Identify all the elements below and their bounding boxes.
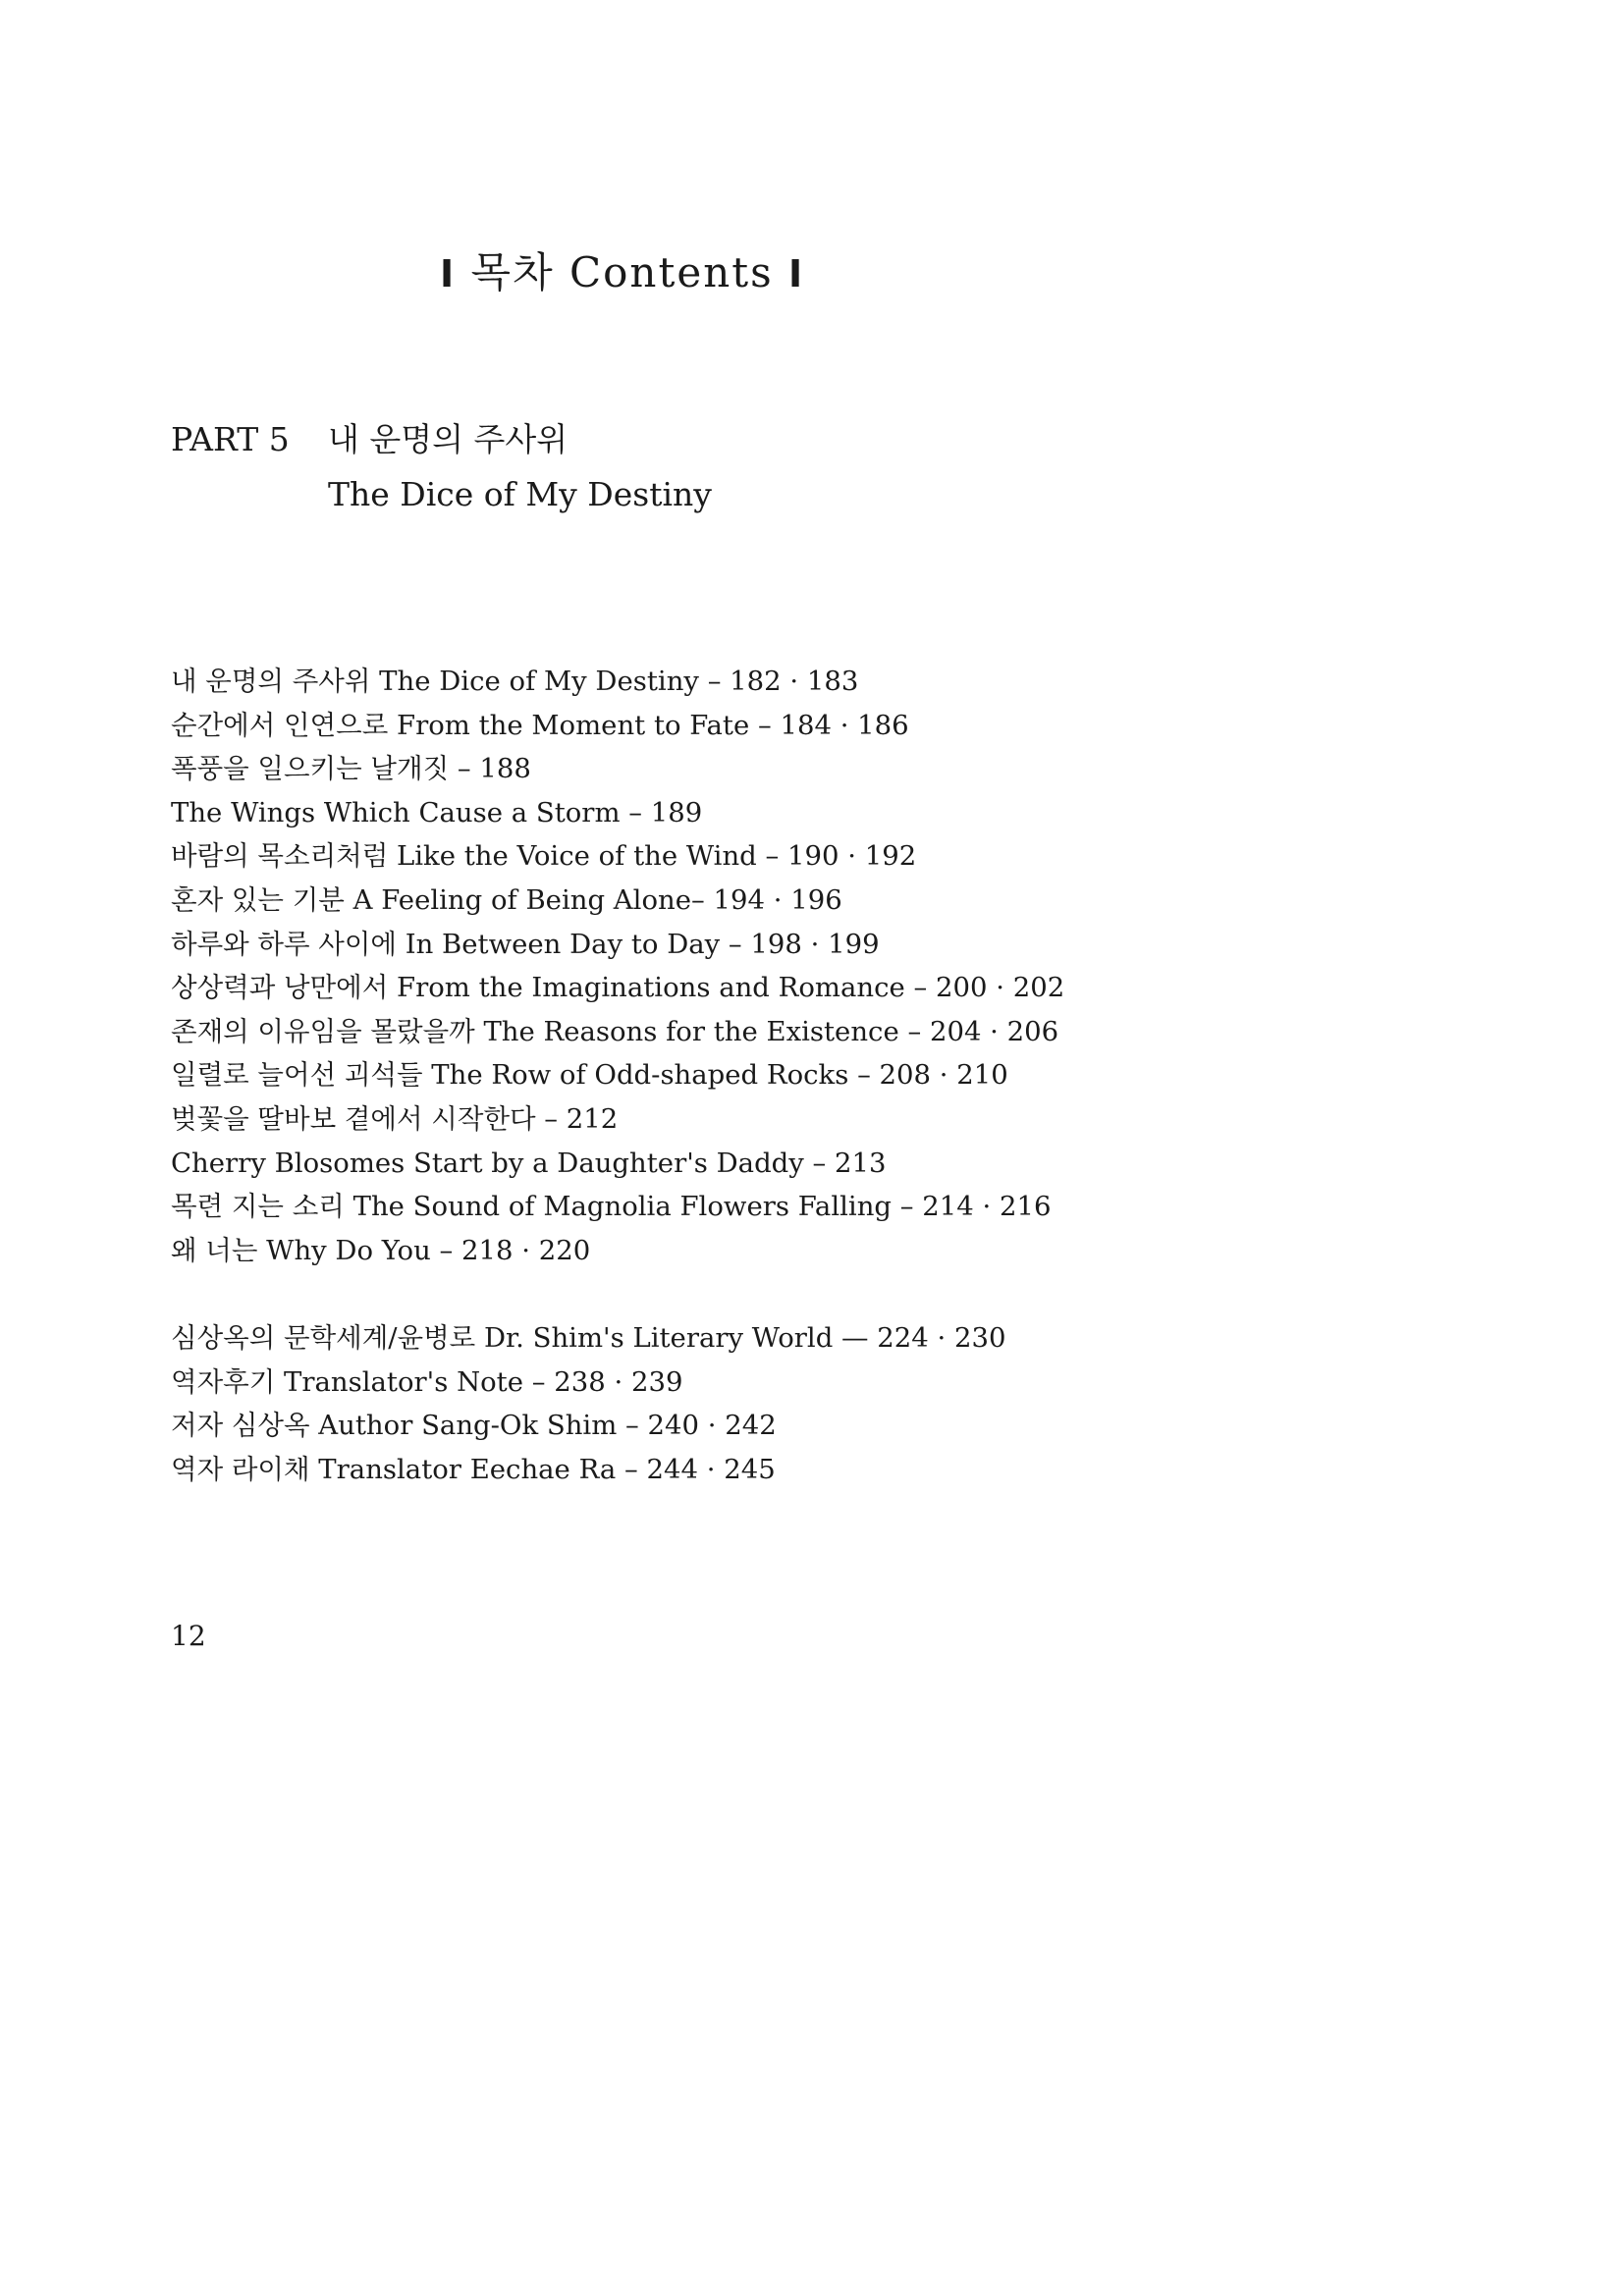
part-title-english: The Dice of My Destiny: [328, 475, 712, 513]
toc-entry: 존재의 이유임을 몰랐을까 The Reasons for the Existence – 204 · 206: [171, 1015, 1059, 1047]
toc-entry: Cherry Blosomes Start by a Daughter's Daddy – 213: [171, 1147, 887, 1179]
toc-entry: 하루와 하루 사이에 In Between Day to Day – 198 · 199: [171, 928, 880, 960]
toc-spacer: [171, 1272, 1064, 1316]
toc-entry: 상상력과 낭만에서 From the Imaginations and Romance – 200 · 202: [171, 972, 1065, 1004]
heading-title: 목차 Contents: [470, 248, 774, 296]
toc-entry: 일렬로 늘어선 괴석들 The Row of Odd-shaped Rocks – 208 · 210: [171, 1059, 1008, 1092]
page-number: 12: [171, 1620, 206, 1652]
toc-entry: The Wings Which Cause a Storm – 189: [171, 796, 703, 828]
table-of-contents: [171, 660, 1064, 1491]
heading-left-bar: I: [440, 252, 457, 295]
appendix-entry: 저자 심상옥 Author Sang-Ok Shim – 240 · 242: [171, 1410, 777, 1442]
appendix-entry: 역자후기 Translator's Note – 238 · 239: [171, 1365, 683, 1398]
toc-entry: 바람의 목소리처럼 Like the Voice of the Wind – 190 · 192: [171, 840, 917, 873]
contents-heading: [440, 240, 804, 299]
toc-entry: 벚꽃을 딸바보 곁에서 시작한다 – 212: [171, 1102, 619, 1135]
appendix-entry: 역자 라이채 Translator Eechae Ra – 244 · 245: [171, 1453, 776, 1485]
appendix-entry: 심상옥의 문학세계/윤병로 Dr. Shim's Literary World — 224 · 230: [171, 1321, 1006, 1354]
toc-entry: 내 운명의 주사위 The Dice of My Destiny – 182 · 183: [171, 666, 859, 697]
heading-right-bar: I: [788, 252, 805, 295]
toc-entry: 순간에서 인연으로 From the Moment to Fate – 184 · 186: [171, 709, 909, 741]
part-label: PART 5: [171, 420, 290, 458]
toc-entry: 폭풍을 일으키는 날개짓 – 188: [171, 753, 531, 785]
toc-entry: 왜 너는 Why Do You – 218 · 220: [171, 1234, 591, 1266]
toc-entry: 목련 지는 소리 The Sound of Magnolia Flowers Falling – 214 · 216: [171, 1191, 1052, 1223]
part-title-korean: 내 운명의 주사위: [328, 420, 568, 458]
toc-entry: 혼자 있는 기분 A Feeling of Being Alone– 194 · 196: [171, 883, 842, 916]
part-heading: [171, 412, 712, 522]
